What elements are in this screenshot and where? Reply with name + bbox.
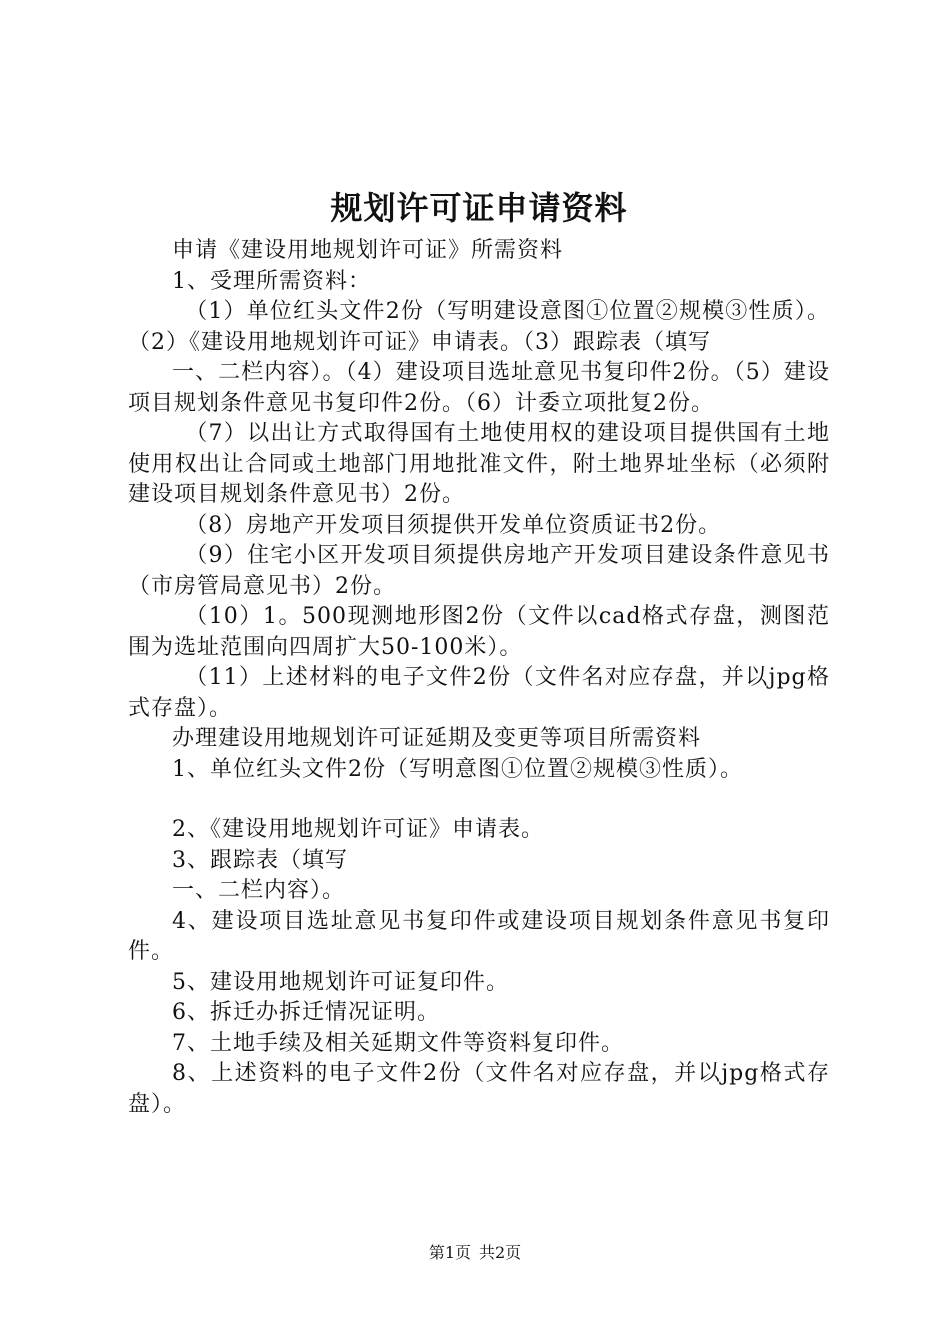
page-footer [0,1242,950,1264]
paragraph: （1）单位红头文件2份（写明建设意图①位置②规模③性质）。（2）《建设用地规划许可证》申请表。（3）跟踪表（填写 [128,299,830,355]
paragraph: 1、单位红头文件2份（写明意图①位置②规模③性质）。 [172,756,743,782]
paragraph: 8、上述资料的电子文件2份（文件名对应存盘，并以jpg格式存盘）。 [128,1061,830,1117]
paragraph-spacer [128,785,830,815]
paragraph: 4、建设项目选址意见书复印件或建设项目规划条件意见书复印件。 [128,908,830,964]
paragraph: （10）1。500现测地形图2份（文件以cad格式存盘，测图范围为选址范围向四周扩大50-100米）。 [128,604,830,660]
paragraph: 一、二栏内容）。 [172,878,346,903]
paragraph: 申请《建设用地规划许可证》所需资料 [172,238,564,263]
paragraph: 3、跟踪表（填写 [172,847,348,873]
paragraph: （8）房地产开发项目须提供开发单位资质证书2份。 [185,512,722,538]
document-title: 规划许可证申请资料 [330,189,628,227]
document-body [128,236,830,1120]
document-page [128,0,830,1344]
paragraph: 办理建设用地规划许可证延期及变更等项目所需资料 [172,726,702,751]
paragraph: 5、建设用地规划许可证复印件。 [172,969,509,995]
paragraph: 6、拆迁办拆迁情况证明。 [172,1000,440,1025]
paragraph: 一、二栏内容）。（4）建设项目选址意见书复印件2份。（5）建设项目规划条件意见书复印件2份。（6）计委立项批复2份。 [128,360,830,416]
paragraph: （11）上述材料的电子文件2份（文件名对应存盘，并以jpg格式存盘）。 [128,665,830,721]
page-number-current: 第1页 [428,1243,471,1262]
page-number-total: 共2页 [479,1243,522,1262]
paragraph: （7）以出让方式取得国有土地使用权的建设项目提供国有土地使用权出让合同或土地部门用地批准文件，附土地界址坐标（必须附建设项目规划条件意见书）2份。 [128,421,830,507]
paragraph: 2、《建设用地规划许可证》申请表。 [172,817,544,842]
paragraph: 7、土地手续及相关延期文件等资料复印件。 [172,1030,624,1056]
paragraph: 1、受理所需资料： [172,268,371,294]
paragraph: （9）住宅小区开发项目须提供房地产开发项目建设条件意见书（市房管局意见书）2份。 [128,543,830,599]
